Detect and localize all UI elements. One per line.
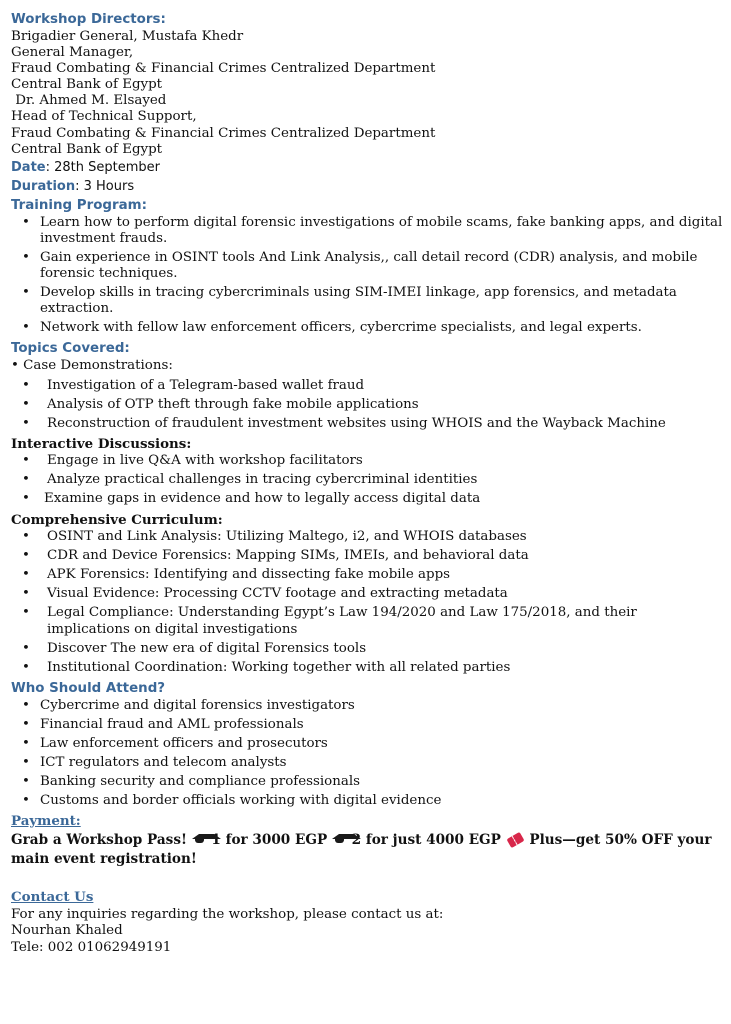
list-item: • Analysis of OTP theft through fake mobile applications (11, 397, 723, 413)
payment-text-part: Plus—get 50% OFF your main event registration! (11, 832, 712, 868)
list-item: • Visual Evidence: Processing CCTV footage and extracting metadata (11, 586, 723, 602)
list-item: • Examine gaps in evidence and how to legally access digital data (11, 491, 723, 507)
director-line: Central Bank of Egypt (11, 77, 163, 93)
list-item: • ICT regulators and telecom analysts (11, 755, 723, 771)
list-item: • Banking security and compliance professionals (11, 774, 723, 790)
director-line: Head of Technical Support, (11, 109, 197, 125)
graduation-cap-icon (192, 833, 207, 845)
list-item: • Learn how to perform digital forensic investigations of mobile scams, fake banking apps, and digital investment frauds. (11, 215, 723, 247)
payment-text-part: 2 for just 4000 EGP (346, 832, 506, 849)
date-row (11, 158, 723, 177)
date-value: : 28th September (45, 159, 160, 175)
interactive-list (11, 453, 723, 507)
curriculum-heading: Comprehensive Curriculum: (11, 511, 223, 528)
contact-block (11, 907, 723, 955)
duration-label: Duration (11, 178, 76, 194)
director-line: Fraud Combating & Financial Crimes Centralized Department (11, 125, 436, 141)
date-label: Date (11, 159, 46, 175)
attend-list (11, 698, 723, 810)
contact-phone: Tele: 002 01062949191 (11, 939, 172, 955)
spacer (11, 869, 723, 888)
graduation-cap-icon (332, 833, 347, 845)
payment-text-part: Grab a Workshop Pass! (11, 832, 192, 849)
list-item: • CDR and Device Forensics: Mapping SIMs, IMEIs, and behavioral data (11, 548, 723, 564)
list-item: • Gain experience in OSINT tools And Link Analysis,, call detail record (CDR) analysis, and mobile forensic techniques. (11, 250, 723, 282)
case-list (11, 378, 723, 432)
duration-row (11, 177, 723, 196)
payment-text (11, 831, 723, 869)
list-item: • Financial fraud and AML professionals (11, 717, 723, 733)
training-heading: Training Program: (11, 197, 147, 213)
directors-block (11, 29, 723, 158)
director-line: Dr. Ahmed M. Elsayed (11, 93, 167, 109)
case-demonstrations-label: • Case Demonstrations: (11, 358, 173, 374)
topics-heading: Topics Covered: (11, 341, 130, 357)
list-item: • APK Forensics: Identifying and dissecting fake mobile apps (11, 567, 723, 583)
contact-heading: Contact Us (11, 889, 94, 906)
contact-name: Nourhan Khaled (11, 923, 123, 939)
payment-text-part: 1 for 3000 EGP (206, 832, 332, 849)
attend-heading: Who Should Attend? (11, 680, 166, 696)
list-item: • Analyze practical challenges in tracing cybercriminal identities (11, 472, 723, 488)
ticket-icon (506, 832, 524, 848)
list-item: • Cybercrime and digital forensics investigators (11, 698, 723, 714)
director-line: General Manager, (11, 45, 134, 61)
contact-line: For any inquiries regarding the workshop, please contact us at: (11, 907, 444, 923)
list-item: • Customs and border officials working with digital evidence (11, 793, 723, 809)
directors-heading: Workshop Directors: (11, 12, 166, 27)
list-item: • Investigation of a Telegram-based wallet fraud (11, 378, 723, 394)
list-item: • Network with fellow law enforcement officers, cybercrime specialists, and legal experts. (11, 320, 723, 336)
curriculum-list (11, 529, 723, 676)
director-line: Central Bank of Egypt (11, 141, 163, 157)
list-item: • Reconstruction of fraudulent investment websites using WHOIS and the Wayback Machine (11, 416, 723, 432)
list-item: • Discover The new era of digital Forensics tools (11, 641, 723, 657)
list-item: • Institutional Coordination: Working together with all related parties (11, 660, 723, 676)
workshop-document (11, 10, 723, 956)
director-line: Fraud Combating & Financial Crimes Centralized Department (11, 61, 436, 77)
interactive-heading: Interactive Discussions: (11, 435, 192, 452)
list-item: • OSINT and Link Analysis: Utilizing Maltego, i2, and WHOIS databases (11, 529, 723, 545)
list-item: • Legal Compliance: Understanding Egypt’s Law 194/2020 and Law 175/2018, and their implications on digital investigations (11, 605, 723, 637)
list-item: • Develop skills in tracing cybercriminals using SIM-IMEI linkage, app forensics, and metadata extraction. (11, 285, 723, 317)
director-line: Brigadier General, Mustafa Khedr (11, 29, 244, 44)
duration-value: : 3 Hours (75, 178, 135, 194)
list-item: • Engage in live Q&A with workshop facilitators (11, 453, 723, 469)
list-item: • Law enforcement officers and prosecutors (11, 736, 723, 752)
training-list (11, 215, 723, 337)
payment-heading: Payment: (11, 813, 81, 830)
